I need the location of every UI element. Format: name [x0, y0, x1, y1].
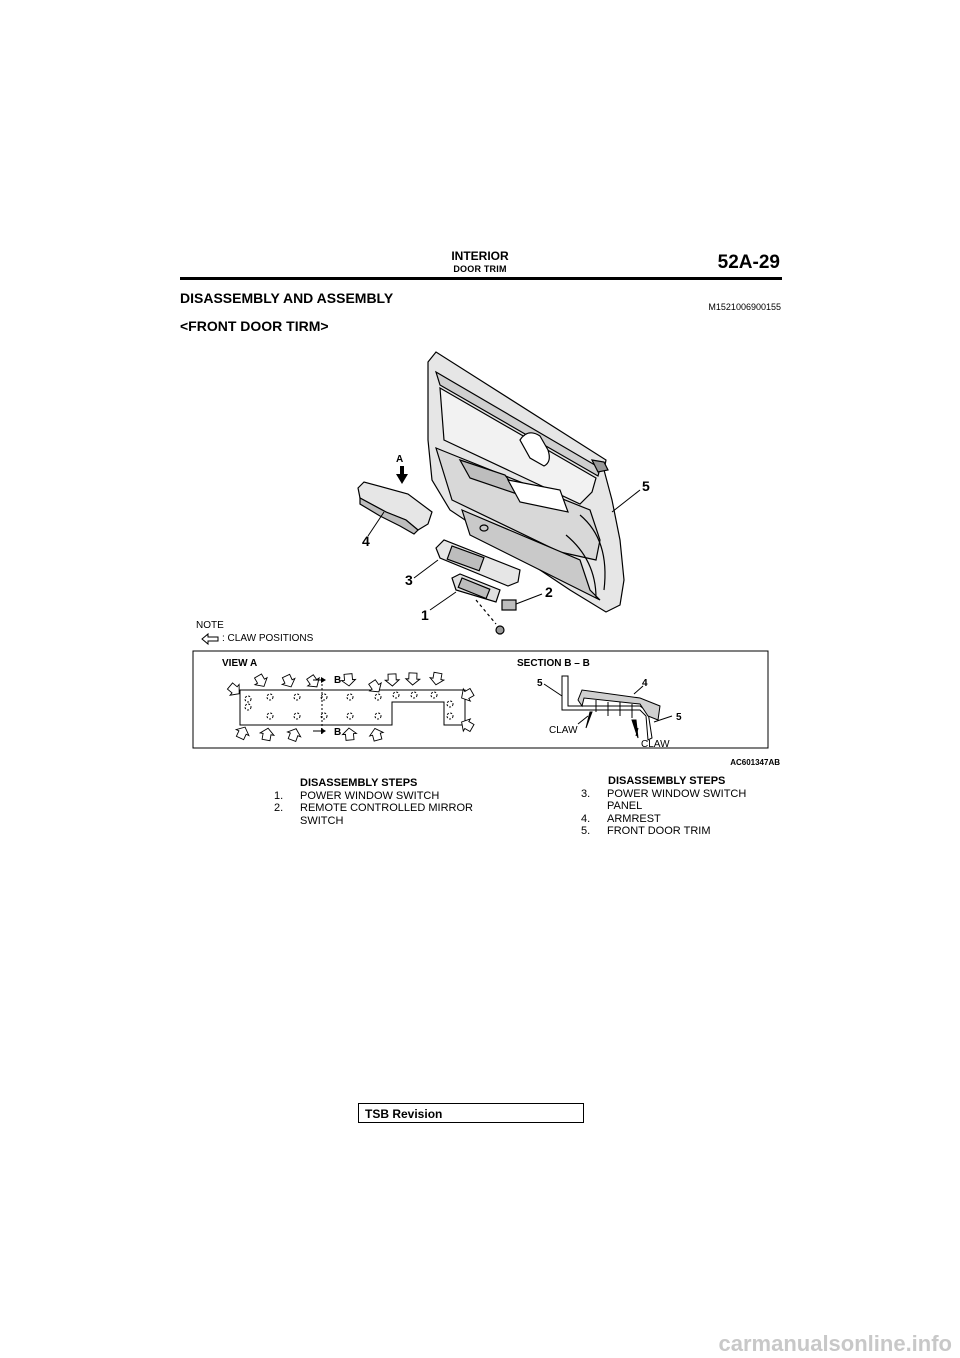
step-text: POWER WINDOW SWITCH — [300, 789, 440, 802]
callout-4: 4 — [362, 533, 370, 549]
step-text: FRONT DOOR TRIM — [607, 825, 711, 837]
claw-legend-arrow-icon — [202, 634, 218, 644]
callout-3: 3 — [405, 572, 413, 588]
view-a-drawing — [240, 680, 465, 735]
step-item — [274, 802, 504, 827]
watermark: carmanualsonline.info — [718, 1331, 952, 1356]
step-text: ARMREST — [607, 812, 661, 825]
section-callout-4: 4 — [642, 678, 648, 689]
step-number: 3. — [581, 787, 591, 800]
step-item — [581, 788, 771, 813]
view-a-label: VIEW A — [222, 658, 258, 669]
section-callout-5-right: 5 — [676, 712, 682, 723]
step-text: REMOTE CONTROLLED MIRROR SWITCH — [300, 802, 473, 827]
section-mark-b-top: B — [334, 675, 342, 686]
section-callout-5-left: 5 — [537, 678, 543, 689]
step-number: 1. — [274, 789, 284, 802]
mirror-switch-drawing — [502, 600, 516, 610]
header-subsection-title: DOOR TRIM — [453, 264, 507, 274]
tsb-revision-box: TSB Revision — [358, 1103, 584, 1123]
step-item — [274, 790, 504, 803]
section-mark-b-bottom: B — [334, 727, 342, 738]
step-number: 2. — [274, 802, 284, 814]
header-section-title: INTERIOR — [451, 249, 509, 263]
front-door-trim-drawing — [428, 352, 624, 612]
disassembly-steps-left — [274, 777, 504, 827]
detail-box — [193, 651, 768, 748]
step-text: POWER WINDOW SWITCH PANEL — [607, 787, 747, 812]
callout-5: 5 — [642, 478, 650, 494]
claw-label-right: CLAW — [641, 739, 670, 750]
page-subtitle: <FRONT DOOR TIRM> — [180, 318, 329, 334]
section-b-b-label: SECTION B – B — [517, 658, 590, 669]
step-item — [581, 813, 771, 826]
armrest-drawing — [358, 482, 432, 534]
callout-a: A — [396, 454, 404, 465]
disassembly-steps-right — [581, 775, 771, 838]
step-item — [581, 825, 771, 838]
steps-heading: DISASSEMBLY STEPS — [608, 775, 726, 787]
callout-2: 2 — [545, 584, 553, 600]
callout-1: 1 — [421, 607, 429, 623]
claw-legend-text: : CLAW POSITIONS — [222, 633, 314, 644]
page-title: DISASSEMBLY AND ASSEMBLY — [180, 290, 394, 306]
page-number: 52A-29 — [717, 252, 780, 273]
power-window-switch-drawing — [452, 574, 504, 634]
steps-heading: DISASSEMBLY STEPS — [300, 777, 418, 789]
figure-code: AC601347AB — [730, 758, 780, 767]
note-label: NOTE — [196, 620, 224, 631]
claw-label-left: CLAW — [549, 725, 578, 736]
view-a-arrow-icon — [396, 466, 408, 484]
step-number: 5. — [581, 825, 591, 837]
view-a-claw-arrows — [226, 672, 476, 743]
step-number: 4. — [581, 812, 591, 825]
document-code: M1521006900155 — [708, 302, 781, 312]
